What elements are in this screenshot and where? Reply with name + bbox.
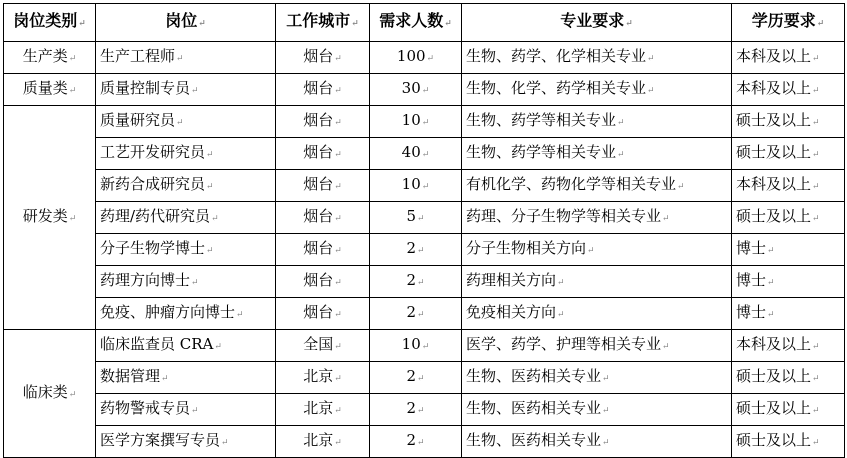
cell-position: 数据管理↵ bbox=[96, 362, 276, 394]
cell-position: 生产工程师↵ bbox=[96, 42, 276, 74]
cell-position: 药理方向博士↵ bbox=[96, 266, 276, 298]
table-row bbox=[4, 234, 845, 266]
table-row bbox=[4, 42, 845, 74]
cell-city: 烟台↵ bbox=[276, 42, 370, 74]
cell-count: 2↵ bbox=[370, 362, 462, 394]
cell-city: 烟台↵ bbox=[276, 234, 370, 266]
table-row bbox=[4, 394, 845, 426]
cell-major: 药理、分子生物学等相关专业↵ bbox=[462, 202, 732, 234]
cell-count: 2↵ bbox=[370, 266, 462, 298]
cell-major: 药理相关方向↵ bbox=[462, 266, 732, 298]
cell-degree: 硕士及以上↵ bbox=[732, 202, 845, 234]
table-row bbox=[4, 298, 845, 330]
table-row bbox=[4, 170, 845, 202]
cell-count: 10↵ bbox=[370, 106, 462, 138]
job-requirements-table bbox=[3, 3, 845, 458]
table-row bbox=[4, 426, 845, 458]
cell-position: 质量控制专员↵ bbox=[96, 74, 276, 106]
cell-major: 生物、药学、化学相关专业↵ bbox=[462, 42, 732, 74]
cell-major: 生物、医药相关专业↵ bbox=[462, 426, 732, 458]
cell-major: 生物、药学等相关专业↵ bbox=[462, 138, 732, 170]
cell-degree: 硕士及以上↵ bbox=[732, 426, 845, 458]
cell-count: 10↵ bbox=[370, 330, 462, 362]
cell-major: 免疫相关方向↵ bbox=[462, 298, 732, 330]
header-degree: 学历要求↵ bbox=[732, 4, 845, 42]
header-row bbox=[4, 4, 845, 42]
cell-degree: 硕士及以上↵ bbox=[732, 138, 845, 170]
cell-degree: 硕士及以上↵ bbox=[732, 394, 845, 426]
cell-position: 临床监查员 CRA↵ bbox=[96, 330, 276, 362]
cell-city: 北京↵ bbox=[276, 362, 370, 394]
cell-degree: 博士↵ bbox=[732, 298, 845, 330]
header-position: 岗位↵ bbox=[96, 4, 276, 42]
cell-count: 5↵ bbox=[370, 202, 462, 234]
cell-category: 生产类↵ bbox=[4, 42, 96, 74]
cell-count: 2↵ bbox=[370, 298, 462, 330]
cell-major: 生物、化学、药学相关专业↵ bbox=[462, 74, 732, 106]
table-row bbox=[4, 202, 845, 234]
header-major: 专业要求↵ bbox=[462, 4, 732, 42]
cell-position: 分子生物学博士↵ bbox=[96, 234, 276, 266]
table-row bbox=[4, 74, 845, 106]
cell-position: 工艺开发研究员↵ bbox=[96, 138, 276, 170]
cell-degree: 硕士及以上↵ bbox=[732, 362, 845, 394]
cell-major: 生物、药学等相关专业↵ bbox=[462, 106, 732, 138]
cell-position: 新药合成研究员↵ bbox=[96, 170, 276, 202]
cell-position: 药物警戒专员↵ bbox=[96, 394, 276, 426]
cell-city: 烟台↵ bbox=[276, 266, 370, 298]
cell-category: 质量类↵ bbox=[4, 74, 96, 106]
header-city: 工作城市↵ bbox=[276, 4, 370, 42]
cell-degree: 博士↵ bbox=[732, 266, 845, 298]
cell-position: 医学方案撰写专员↵ bbox=[96, 426, 276, 458]
cell-city: 北京↵ bbox=[276, 426, 370, 458]
cell-count: 2↵ bbox=[370, 234, 462, 266]
cell-degree: 本科及以上↵ bbox=[732, 74, 845, 106]
cell-count: 30↵ bbox=[370, 74, 462, 106]
header-category: 岗位类别↵ bbox=[4, 4, 96, 42]
table-row bbox=[4, 138, 845, 170]
cell-city: 北京↵ bbox=[276, 394, 370, 426]
cell-city: 烟台↵ bbox=[276, 298, 370, 330]
table-row bbox=[4, 330, 845, 362]
cell-city: 烟台↵ bbox=[276, 202, 370, 234]
cell-count: 2↵ bbox=[370, 394, 462, 426]
cell-count: 100↵ bbox=[370, 42, 462, 74]
cell-count: 40↵ bbox=[370, 138, 462, 170]
cell-count: 10↵ bbox=[370, 170, 462, 202]
table-row bbox=[4, 362, 845, 394]
cell-position: 质量研究员↵ bbox=[96, 106, 276, 138]
table-row bbox=[4, 266, 845, 298]
header-count: 需求人数↵ bbox=[370, 4, 462, 42]
cell-category: 临床类↵ bbox=[4, 330, 96, 458]
table-row bbox=[4, 106, 845, 138]
cell-degree: 博士↵ bbox=[732, 234, 845, 266]
cell-degree: 本科及以上↵ bbox=[732, 42, 845, 74]
cell-major: 有机化学、药物化学等相关专业↵ bbox=[462, 170, 732, 202]
cell-city: 烟台↵ bbox=[276, 74, 370, 106]
cell-degree: 硕士及以上↵ bbox=[732, 106, 845, 138]
cell-position: 药理/药代研究员↵ bbox=[96, 202, 276, 234]
cell-major: 生物、医药相关专业↵ bbox=[462, 394, 732, 426]
cell-count: 2↵ bbox=[370, 426, 462, 458]
cell-city: 烟台↵ bbox=[276, 106, 370, 138]
cell-position: 免疫、肿瘤方向博士↵ bbox=[96, 298, 276, 330]
cell-major: 生物、医药相关专业↵ bbox=[462, 362, 732, 394]
table-body bbox=[4, 42, 845, 458]
cell-city: 烟台↵ bbox=[276, 170, 370, 202]
cell-degree: 本科及以上↵ bbox=[732, 170, 845, 202]
cell-major: 分子生物相关方向↵ bbox=[462, 234, 732, 266]
cell-degree: 本科及以上↵ bbox=[732, 330, 845, 362]
cell-city: 烟台↵ bbox=[276, 138, 370, 170]
cell-category: 研发类↵ bbox=[4, 106, 96, 330]
cell-major: 医学、药学、护理等相关专业↵ bbox=[462, 330, 732, 362]
cell-city: 全国↵ bbox=[276, 330, 370, 362]
